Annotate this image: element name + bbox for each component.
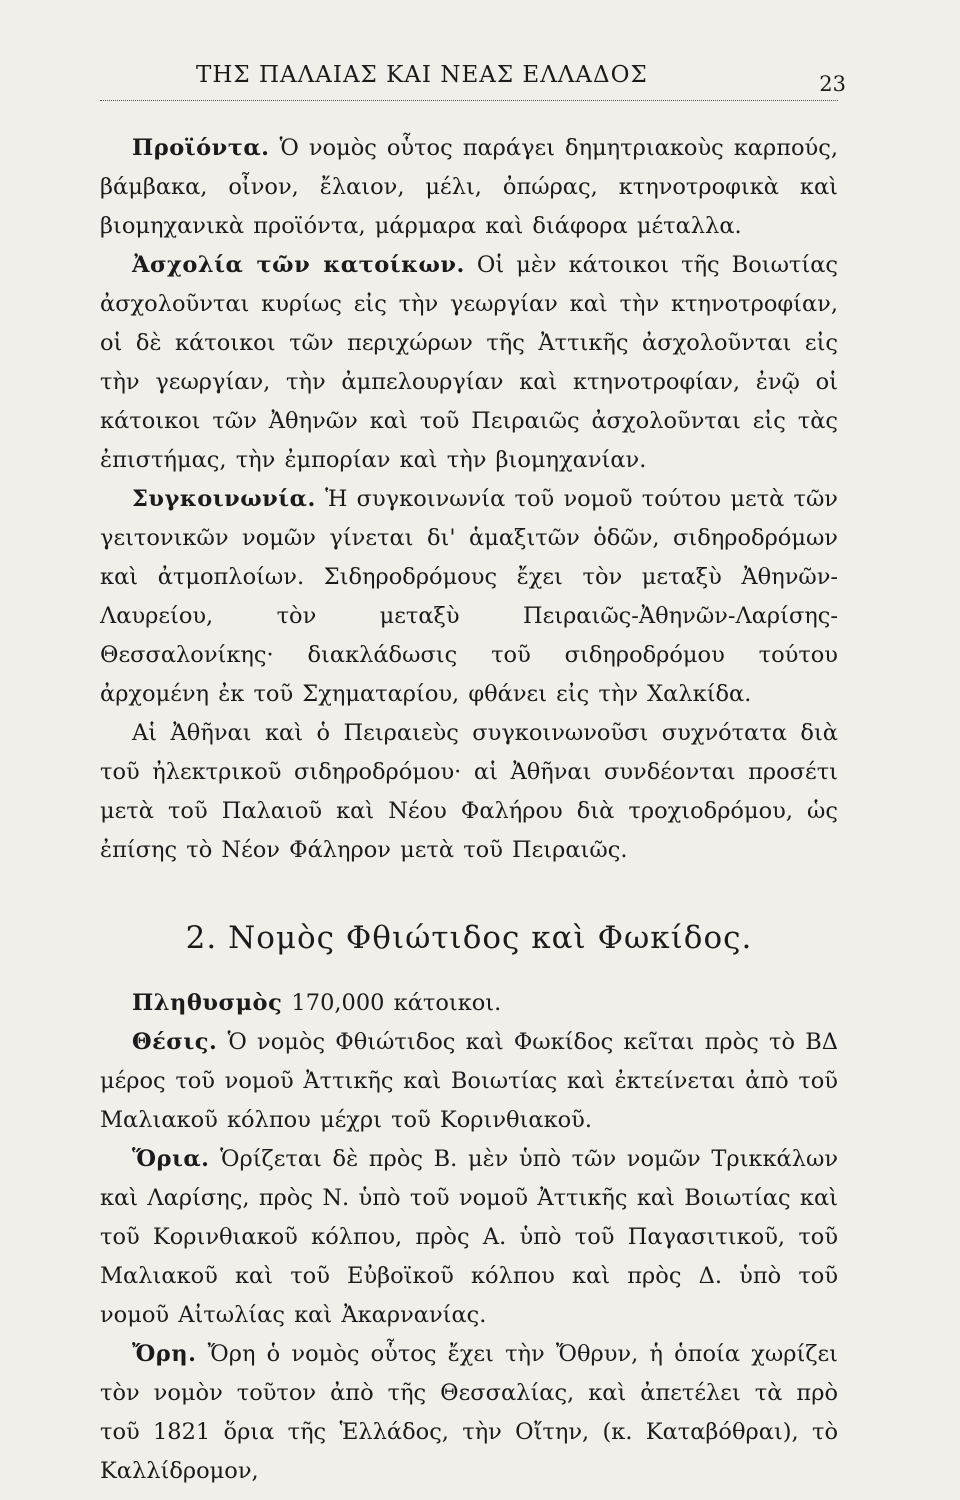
paragraph-text: Ὁ νομὸς Φθιώτιδος καὶ Φωκίδος κεῖται πρὸς τὸ ΒΔ μέρος τοῦ νομοῦ Ἀττικῆς καὶ Βοιωτίας καὶ ἐκτείνεται ἀπὸ τοῦ Μαλιακοῦ κόλπου μέχρι τοῦ Κορινθιακοῦ. bbox=[100, 1029, 838, 1133]
paragraph-lead: Συγκοινωνία. bbox=[132, 486, 316, 512]
paragraph-lead: Θέσις. bbox=[132, 1029, 218, 1055]
header-title: ΤΗΣ ΠΑΛΑΙΑΣ ΚΑΙ ΝΕΑΣ ΕΛΛΑΔΟΣ bbox=[196, 62, 648, 88]
running-header bbox=[100, 58, 846, 101]
paragraph-text: Ὁ νομὸς οὗτος παράγει δημητριακοὺς καρπούς, βάμβακα, οἶνον, ἔλαιον, μέλι, ὀπώρας, κτηνοτροφικὰ καὶ βιομηχανικὰ προϊόντα, μάρμαρα καὶ διάφορα μέταλλα. bbox=[100, 135, 838, 239]
paragraph-text: Ὄρη ὁ νομὸς οὗτος ἔχει τὴν Ὄθρυν, ἡ ὁποία χωρίζει τὸν νομὸν τοῦτον ἀπὸ τῆς Θεσσαλίας, καὶ ἀπετέλει τὰ πρὸ τοῦ 1821 ὅρια τῆς Ἑλλάδος, τὴν Οἴτην, (κ. Καταβόθραι), τὸ Καλλίδρομον, bbox=[100, 1341, 838, 1484]
paragraph-communication bbox=[100, 480, 838, 714]
paragraph-mountains bbox=[100, 1335, 838, 1491]
paragraph-products bbox=[100, 129, 838, 246]
body-text-bottom bbox=[100, 984, 838, 1491]
paragraph-lead: Ὅρια. bbox=[132, 1146, 210, 1172]
page-number: 23 bbox=[819, 72, 846, 96]
section-heading: 2. Νομὸς Φθιώτιδος καὶ Φωκίδος. bbox=[185, 920, 753, 956]
body-text-top bbox=[100, 129, 838, 870]
paragraph-text: Ὁρίζεται δὲ πρὸς Β. μὲν ὑπὸ τῶν νομῶν Τρικκάλων καὶ Λαρίσης, πρὸς Ν. ὑπὸ τοῦ νομοῦ Ἀττικῆς καὶ Βοιωτίας καὶ τοῦ Κορινθιακοῦ κόλπου, πρὸς Α. ὑπὸ τοῦ Παγασιτικοῦ, τοῦ Μαλιακοῦ καὶ τοῦ Εὐβοϊκοῦ κόλπου καὶ πρὸς Δ. ὑπὸ τοῦ νομοῦ Αἰτωλίας καὶ Ἀκαρνανίας. bbox=[100, 1146, 838, 1328]
paragraph-lead: Πληθυσμὸς bbox=[132, 990, 283, 1016]
paragraph-lead: Ὄρη. bbox=[132, 1341, 197, 1367]
paragraph-occupations bbox=[100, 246, 838, 480]
paragraph-text: 170,000 κάτοικοι. bbox=[282, 990, 502, 1016]
paragraph-borders bbox=[100, 1140, 838, 1335]
paragraph-position bbox=[100, 1023, 838, 1140]
paragraph-railway bbox=[100, 714, 838, 870]
paragraph-text: Ἡ συγκοινωνία τοῦ νομοῦ τούτου μετὰ τῶν γειτονικῶν νομῶν γίνεται δι' ἁμαξιτῶν ὁδῶν, σιδηροδρόμων καὶ ἀτμοπλοίων. Σιδηροδρόμους ἔχει τὸν μεταξὺ Ἀθηνῶν-Λαυρείου, τὸν μεταξὺ Πειραιῶς-Ἀθηνῶν-Λαρίσης-Θεσσαλονίκης· διακλάδωσις τοῦ σιδηροδρόμου τούτου ἀρχομένη ἐκ τοῦ Σχηματαρίου, φθάνει εἰς τὴν Χαλκίδα. bbox=[100, 486, 838, 707]
paragraph-lead: Προϊόντα. bbox=[132, 135, 270, 161]
paragraph-population bbox=[100, 984, 838, 1023]
paragraph-lead: Ἀσχολία τῶν κατοίκων. bbox=[132, 252, 465, 278]
paragraph-text: Οἱ μὲν κάτοικοι τῆς Βοιωτίας ἀσχολοῦνται κυρίως εἰς τὴν γεωργίαν καὶ τὴν κτηνοτροφίαν, οἱ δὲ κάτοικοι τῶν περιχώρων τῆς Ἀττικῆς ἀσχολοῦνται εἰς τὴν γεωργίαν, τὴν ἀμπελουργίαν καὶ κτηνοτροφίαν, ἐνῷ οἱ κάτοικοι τῶν Ἀθηνῶν καὶ τοῦ Πειραιῶς ἀσχολοῦνται εἰς τὰς ἐπιστήμας, τὴν ἐμπορίαν καὶ τὴν βιομηχανίαν. bbox=[100, 252, 838, 473]
paragraph-text: Αἱ Ἀθῆναι καὶ ὁ Πειραιεὺς συγκοινωνοῦσι συχνότατα διὰ τοῦ ἠλεκτρικοῦ σιδηροδρόμου· αἱ Ἀθῆναι συνδέονται προσέτι μετὰ τοῦ Παλαιοῦ καὶ Νέου Φαλήρου διὰ τροχιοδρόμου, ὡς ἐπίσης τὸ Νέον Φάληρον μετὰ τοῦ Πειραιῶς. bbox=[100, 720, 838, 863]
